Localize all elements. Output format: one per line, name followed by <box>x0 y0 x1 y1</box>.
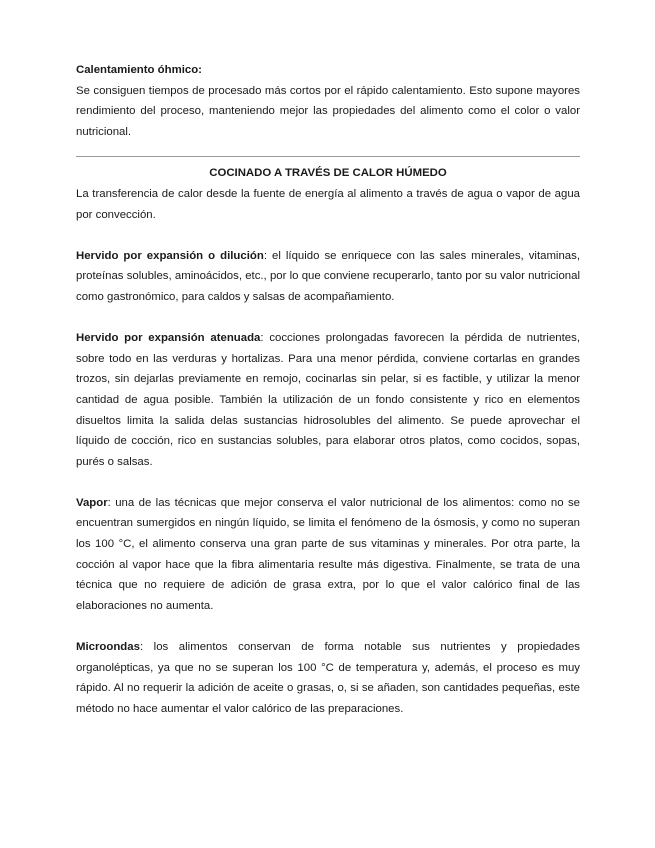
term-hervido-dilucion: Hervido por expansión o dilución <box>76 249 264 262</box>
term-vapor: Vapor <box>76 496 108 509</box>
term-hervido-atenuada: Hervido por expansión atenuada <box>76 332 261 345</box>
spacer <box>76 616 580 637</box>
section-title: COCINADO A TRAVÉS DE CALOR HÚMEDO <box>209 167 447 180</box>
spacer <box>76 308 580 329</box>
text-microondas: : los alimentos conservan de forma notable sus nutrientes y propiedades organolépticas, ya que no se superan los 100 °C de temperatura y, además, el proceso es muy rápido. Al no requerir la adición de aceite o grasas, o, si se añaden, son cantidades pequeñas, este método no hace aumentar el valor calórico de las preparaciones. <box>76 641 580 715</box>
paragraph-hervido-atenuada <box>76 328 580 472</box>
paragraph-microondas <box>76 637 580 719</box>
paragraph-hervido-dilucion <box>76 246 580 308</box>
text-hervido-dilucion: : el líquido se enriquece con las sales minerales, vitaminas, proteínas solubles, aminoácidos, etc., por lo que conviene recuperarlo, tanto por su valor nutricional como gastronómico, para caldos y salsas de acompañamiento. <box>76 249 580 303</box>
paragraph-vapor <box>76 493 580 617</box>
ohmic-heading: Calentamiento óhmico: <box>76 64 202 76</box>
section-divider <box>76 156 580 157</box>
spacer <box>76 472 580 493</box>
ohmic-paragraph: Se consiguen tiempos de procesado más cortos por el rápido calentamiento. Esto supone mayores rendimiento del proceso, manteniendo mejor las propiedades del alimento como el color o valor nutricional. <box>76 84 580 138</box>
document-page <box>76 60 580 719</box>
text-vapor: : una de las técnicas que mejor conserva el valor nutricional de los alimentos: como no se encuentran sumergidos en ningún líquido, se limita el fenómeno de la ósmosis, y como no superan los 100 °C, el alimento conserva una gran parte de sus vitaminas y minerales. Por otra parte, la cocción al vapor hace que la fibra alimentaria resulte más digestiva. Finalmente, se trata de una técnica que no requiere de adición de grasa extra, por lo que el valor calórico final de las elaboraciones no aumenta. <box>76 496 580 612</box>
text-hervido-atenuada: : cocciones prolongadas favorecen la pérdida de nutrientes, sobre todo en las verduras y hortalizas. Para una menor pérdida, conviene cortarlas en grandes trozos, sin dejarlas previamente en remojo, cocinarlas sin pelar, si es factible, y utilizar la menor cantidad de agua posible. También la utilización de un fondo consistente y rico en elementos disueltos limita la salida delas sustancias hidrosolubles del alimento. Se puede aprovechar el líquido de cocción, rico en sustancias solubles, para elaborar otros platos, como cocidos, sopas, purés o salsas. <box>76 332 580 468</box>
term-microondas: Microondas <box>76 641 140 654</box>
section-intro: La transferencia de calor desde la fuente de energía al alimento a través de agua o vapor de agua por convección. <box>76 187 580 221</box>
spacer <box>76 225 580 246</box>
